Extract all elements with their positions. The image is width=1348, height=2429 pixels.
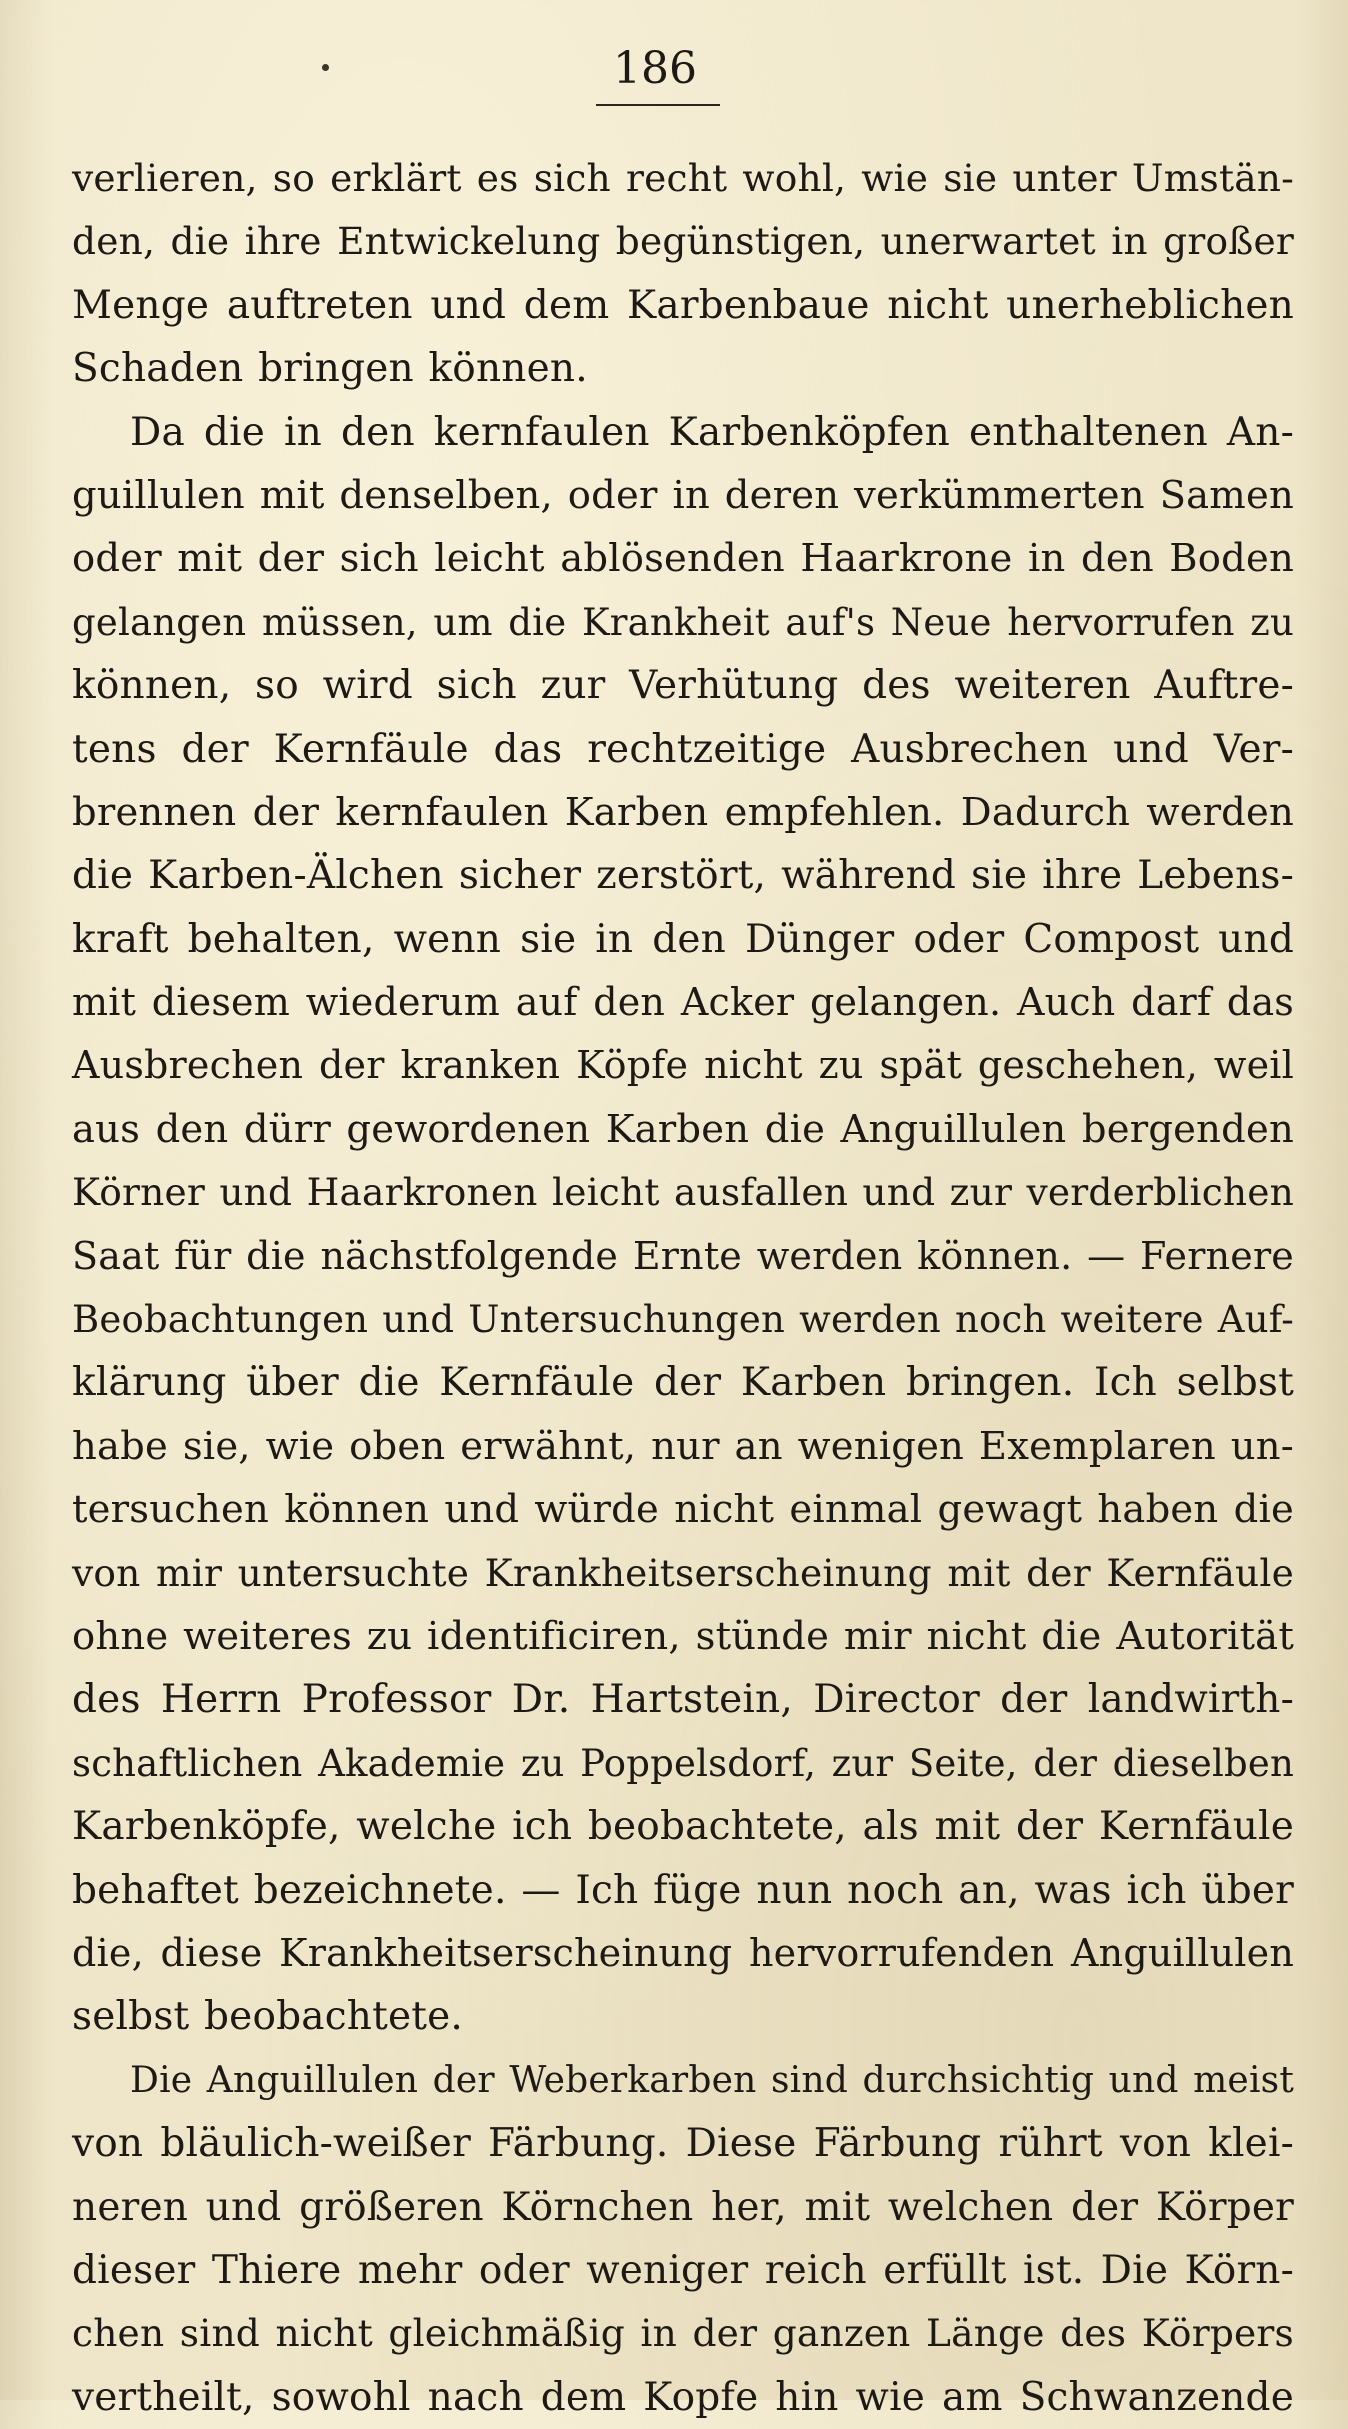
text-line: schaftlichen Akademie zu Poppelsdorf, zur Seite, der dieselben bbox=[72, 1741, 1294, 1785]
text-line: tersuchen können und würde nicht einmal gewagt haben die bbox=[72, 1487, 1294, 1533]
text-line: von mir untersuchte Krankheitserscheinung mit der Kernfäule bbox=[72, 1550, 1294, 1595]
text-line: habe sie, wie oben erwähnt, nur an wenigen Exemplaren un- bbox=[72, 1423, 1294, 1469]
text-line: Ausbrechen der kranken Köpfe nicht zu spät geschehen, weil bbox=[72, 1043, 1294, 1088]
text-line: des Herrn Professor Dr. Hartstein, Director der landwirth- bbox=[72, 1677, 1294, 1723]
text-line: chen sind nicht gleichmäßig in der ganzen Länge des Körpers bbox=[72, 2311, 1294, 2356]
paragraph-1 bbox=[72, 147, 1294, 401]
header-rule bbox=[596, 104, 720, 106]
text-line: oder mit der sich leicht ablösenden Haarkrone in den Boden bbox=[72, 536, 1294, 582]
text-line: gelangen müssen, um die Krankheit auf's Neue hervorrufen zu bbox=[72, 600, 1294, 644]
text-line: ohne weiteres zu identificiren, stünde mir nicht die Autorität bbox=[72, 1613, 1294, 1659]
text-line: mit diesem wiederum auf den Acker gelangen. Auch darf das bbox=[72, 980, 1294, 1025]
text-line: Körner und Haarkronen leicht ausfallen und zur verderblichen bbox=[72, 1170, 1294, 1215]
page-number: 186 bbox=[613, 43, 697, 94]
text-line: klärung über die Kernfäule der Karben bringen. Ich selbst bbox=[72, 1360, 1294, 1406]
text-line: vertheilt, sowohl nach dem Kopfe hin wie am Schwanzende bbox=[72, 2374, 1294, 2420]
text-line: neren und größeren Körnchen her, mit welchen der Körper bbox=[72, 2184, 1294, 2230]
text-line: können, so wird sich zur Verhütung des weiteren Auftre- bbox=[72, 663, 1294, 709]
text-line: kraft behalten, wenn sie in den Dünger oder Compost und bbox=[72, 916, 1294, 962]
text-line: brennen der kernfaulen Karben empfehlen. Dadurch werden bbox=[72, 789, 1294, 835]
text-line: tens der Kernfäule das rechtzeitige Ausbrechen und Ver- bbox=[72, 726, 1294, 772]
text-line: von bläulich-weißer Färbung. Diese Färbung rührt von klei- bbox=[72, 2121, 1294, 2167]
text-line: behaftet bezeichnete. — Ich füge nun noch an, was ich über bbox=[72, 1867, 1294, 1913]
paragraph-2 bbox=[72, 401, 1294, 2049]
text-line: Beobachtungen und Untersuchungen werden noch weitere Auf- bbox=[72, 1298, 1294, 1342]
paragraph-3 bbox=[72, 2049, 1294, 2429]
text-line: dieser Thiere mehr oder weniger reich erfüllt ist. Die Körn- bbox=[72, 2247, 1294, 2293]
body-text bbox=[72, 147, 1294, 2429]
margin-mark bbox=[322, 64, 329, 71]
text-line: guillulen mit denselben, oder in deren verkümmerten Samen bbox=[72, 472, 1294, 518]
text-line: den, die ihre Entwickelung begünstigen, unerwartet in großer bbox=[72, 219, 1294, 264]
text-line: Die Anguillulen der Weberkarben sind durchsichtig und meist bbox=[130, 2059, 1294, 2101]
text-line: selbst beobachtete. bbox=[72, 1994, 464, 2040]
text-line: Menge auftreten und dem Karbenbaue nicht unerheblichen bbox=[72, 282, 1294, 328]
text-line: die Karben-Älchen sicher zerstört, während sie ihre Lebens- bbox=[72, 853, 1294, 899]
text-line: Schaden bringen können. bbox=[72, 346, 588, 392]
text-line: die, diese Krankheitserscheinung hervorrufenden Anguillulen bbox=[72, 1930, 1294, 1975]
text-line: Karbenköpfe, welche ich beobachtete, als mit der Kernfäule bbox=[72, 1804, 1294, 1850]
text-line: verlieren, so erklärt es sich recht wohl, wie sie unter Umstän- bbox=[72, 156, 1294, 200]
text-line: Saat für die nächstfolgende Ernte werden können. — Fernere bbox=[72, 1233, 1294, 1278]
text-line: Da die in den kernfaulen Karbenköpfen enthaltenen An- bbox=[130, 409, 1294, 455]
text-line: aus den dürr gewordenen Karben die Anguillulen bergenden bbox=[72, 1106, 1294, 1152]
